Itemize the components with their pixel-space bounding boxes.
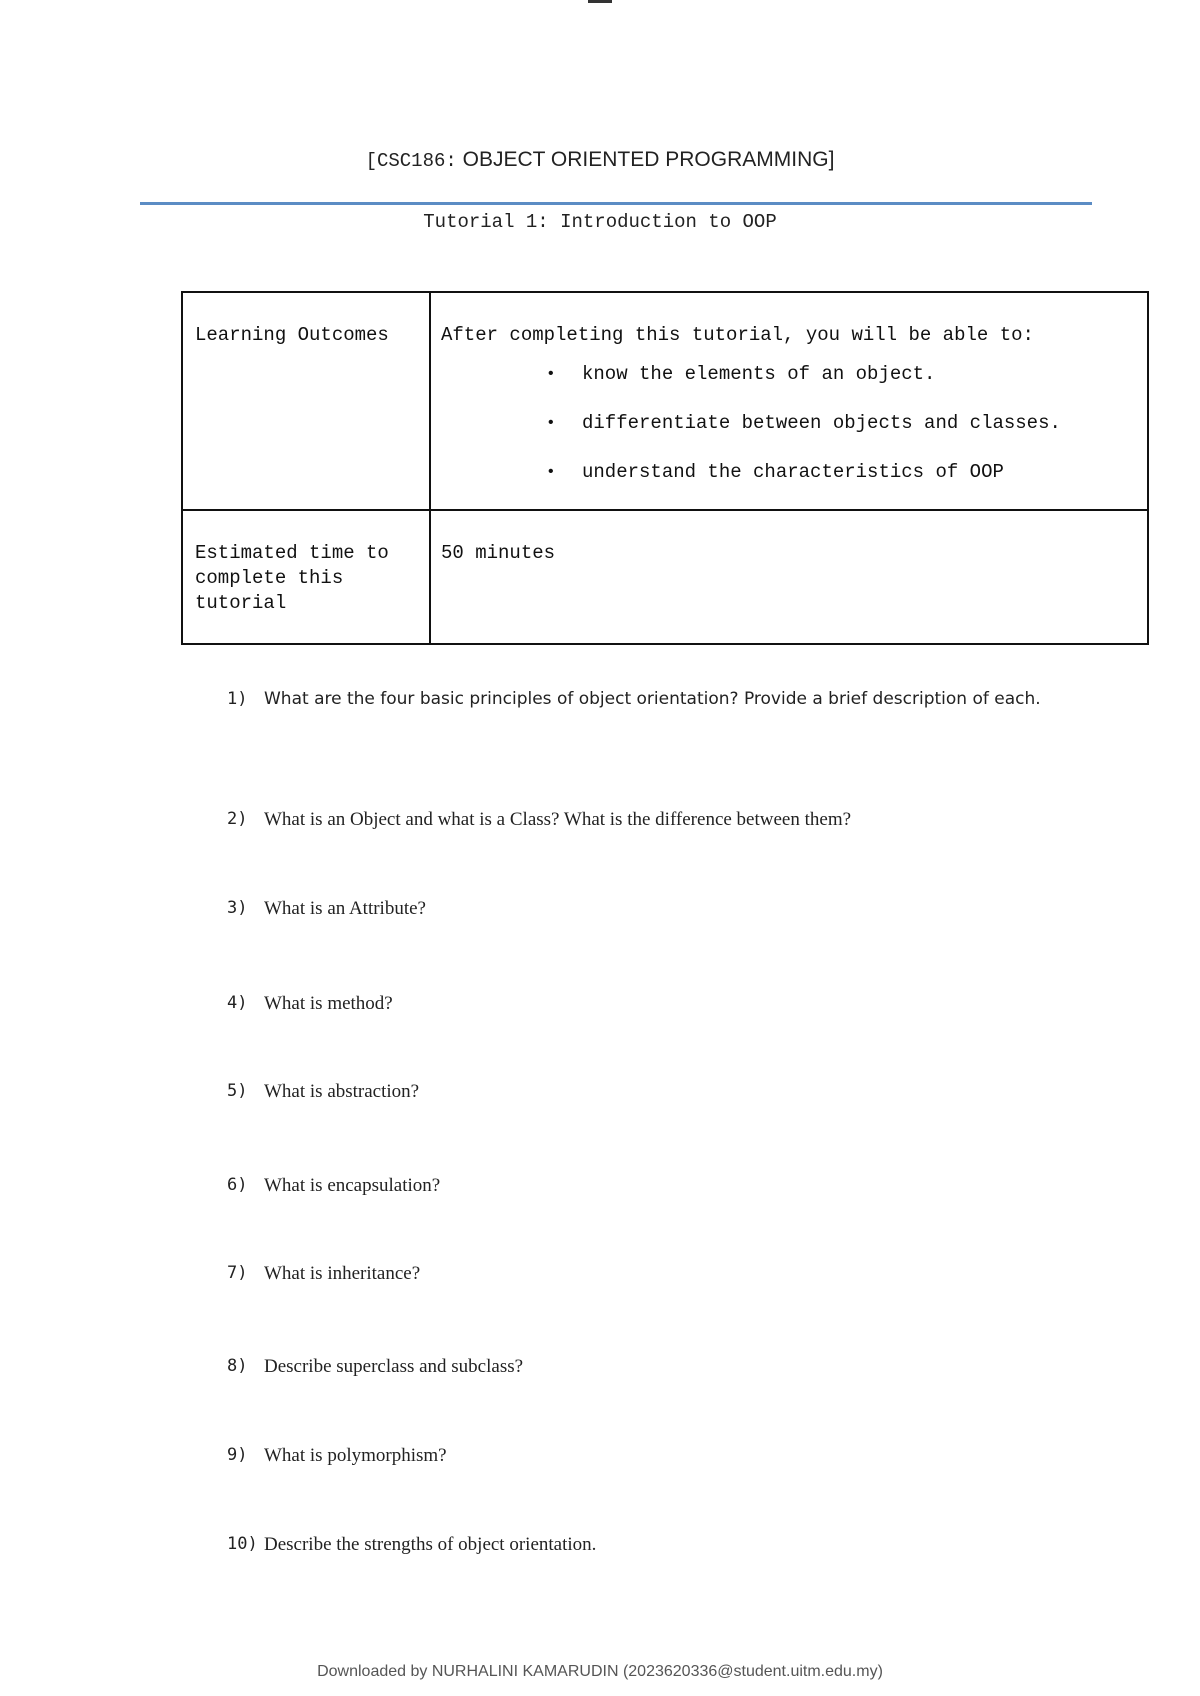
outcome-item: • know the elements of an object. <box>546 362 1135 387</box>
time-row <box>182 510 1148 644</box>
time-cell <box>430 510 1148 644</box>
question-item <box>227 1172 1057 1199</box>
question-text: Describe the strengths of object orientation. <box>264 1534 597 1555</box>
question-text: What is method? <box>264 993 393 1014</box>
question-item <box>227 1353 1057 1380</box>
question-number: 2) <box>227 809 248 829</box>
course-title: OBJECT ORIENTED PROGRAMMING] <box>456 148 835 171</box>
question-text: What is abstraction? <box>264 1081 420 1102</box>
question-text: What is encapsulation? <box>264 1175 441 1196</box>
question-item <box>227 895 1057 922</box>
question-item <box>227 990 1057 1017</box>
tutorial-title: Tutorial 1: Introduction to OOP <box>423 211 777 233</box>
question-item <box>227 1260 1057 1287</box>
question-item <box>227 806 1057 833</box>
header-divider <box>140 202 1092 205</box>
question-number: 7) <box>227 1263 248 1283</box>
outcomes-list <box>441 362 1135 485</box>
question-number: 3) <box>227 898 248 918</box>
time-value: 50 minutes <box>441 542 556 564</box>
outcomes-cell <box>430 292 1148 510</box>
outcome-item: • understand the characteristics of OOP <box>546 460 1135 485</box>
course-code: [CSC186: <box>365 150 457 172</box>
page-top-mark <box>588 0 612 3</box>
learning-info-table <box>181 291 1149 645</box>
download-footer: Downloaded by NURHALINI KAMARUDIN (2023620336@student.uitm.edu.my) <box>317 1663 883 1680</box>
question-number: 9) <box>227 1445 248 1465</box>
question-item <box>227 1531 1057 1558</box>
question-number: 1) <box>227 689 248 709</box>
question-text: What are the four basic principles of object orientation? Provide a brief description of each. <box>264 689 1041 709</box>
question-item <box>227 1442 1057 1469</box>
question-text: What is inheritance? <box>264 1263 421 1284</box>
question-number: 5) <box>227 1081 248 1101</box>
question-number: 4) <box>227 993 248 1013</box>
question-text: What is polymorphism? <box>264 1445 447 1466</box>
outcomes-label: Learning Outcomes <box>182 292 430 510</box>
question-text: Describe superclass and subclass? <box>264 1356 524 1377</box>
outcomes-intro: After completing this tutorial, you will be able to: <box>441 324 1034 346</box>
question-number: 6) <box>227 1175 248 1195</box>
question-item <box>227 686 1057 713</box>
question-text: What is an Attribute? <box>264 898 426 919</box>
question-text: What is an Object and what is a Class? What is the difference between them? <box>264 809 852 830</box>
outcomes-row <box>182 292 1148 510</box>
outcome-item: • differentiate between objects and classes. <box>546 411 1135 436</box>
question-number: 10) <box>227 1534 258 1554</box>
question-item <box>227 1078 1057 1105</box>
page-header <box>0 147 1200 172</box>
time-label: Estimated time to complete this tutorial <box>182 510 430 644</box>
question-number: 8) <box>227 1356 248 1376</box>
